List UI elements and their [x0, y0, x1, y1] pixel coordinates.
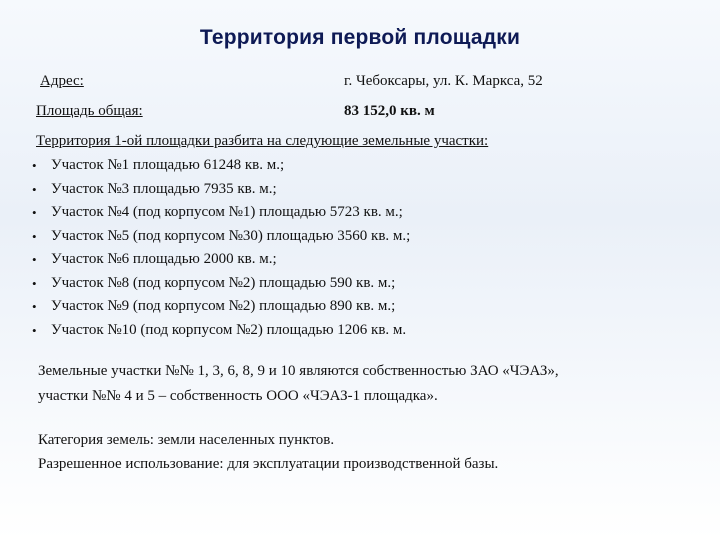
ownership-line-1: Земельные участки №№ 1, 3, 6, 8, 9 и 10 являются собственностью ЗАО «ЧЭАЗ»,: [38, 363, 559, 379]
plot-text: Участок №6 площадью 2000 кв. м.;: [51, 251, 277, 267]
bullet-icon: •: [32, 181, 37, 197]
list-item: [32, 154, 410, 178]
list-item: [32, 272, 410, 296]
ownership-line-2: участки №№ 4 и 5 – собственность ООО «ЧЭАЗ-1 площадка».: [38, 388, 438, 404]
bullet-icon: •: [32, 228, 37, 244]
bullet-icon: •: [32, 252, 37, 267]
bullet-icon: •: [32, 275, 37, 291]
bullet-icon: •: [32, 158, 37, 173]
list-item: [32, 225, 410, 249]
address-label: Адрес:: [40, 73, 84, 89]
bullet-icon: •: [32, 322, 37, 338]
plots-intro: Территория 1-ой площадки разбита на следующие земельные участки:: [36, 133, 489, 149]
address-value: г. Чебоксары, ул. К. Маркса, 52: [344, 73, 543, 89]
list-item: [32, 201, 410, 225]
plot-text: Участок №4 (под корпусом №1) площадью 5723 кв. м.;: [51, 204, 403, 220]
plot-text: Участок №8 (под корпусом №2) площадью 590 кв. м.;: [51, 274, 396, 291]
slide-title: Территория первой площадки: [199, 26, 521, 49]
bullet-icon: •: [32, 205, 37, 220]
area-total-label: Площадь общая:: [36, 103, 143, 119]
land-category: Категория земель: земли населенных пунктов.: [38, 432, 335, 448]
area-total-value: 83 152,0 кв. м: [344, 103, 435, 119]
list-item: [32, 178, 410, 202]
plot-text: Участок №5 (под корпусом №30) площадью 3560 кв. м.;: [51, 227, 411, 244]
plot-text: Участок №10 (под корпусом №2) площадью 1206 кв. м.: [51, 321, 407, 338]
list-item: [32, 319, 410, 343]
bullet-icon: •: [32, 299, 37, 314]
plot-text: Участок №9 (под корпусом №2) площадью 890 кв. м.;: [51, 298, 396, 314]
permitted-use: Разрешенное использование: для эксплуатации производственной базы.: [38, 456, 499, 472]
list-item: [32, 295, 410, 319]
plot-text: Участок №3 площадью 7935 кв. м.;: [51, 180, 277, 197]
plot-text: Участок №1 площадью 61248 кв. м.;: [51, 157, 285, 173]
list-item: [32, 248, 410, 272]
plots-list: [32, 154, 410, 342]
